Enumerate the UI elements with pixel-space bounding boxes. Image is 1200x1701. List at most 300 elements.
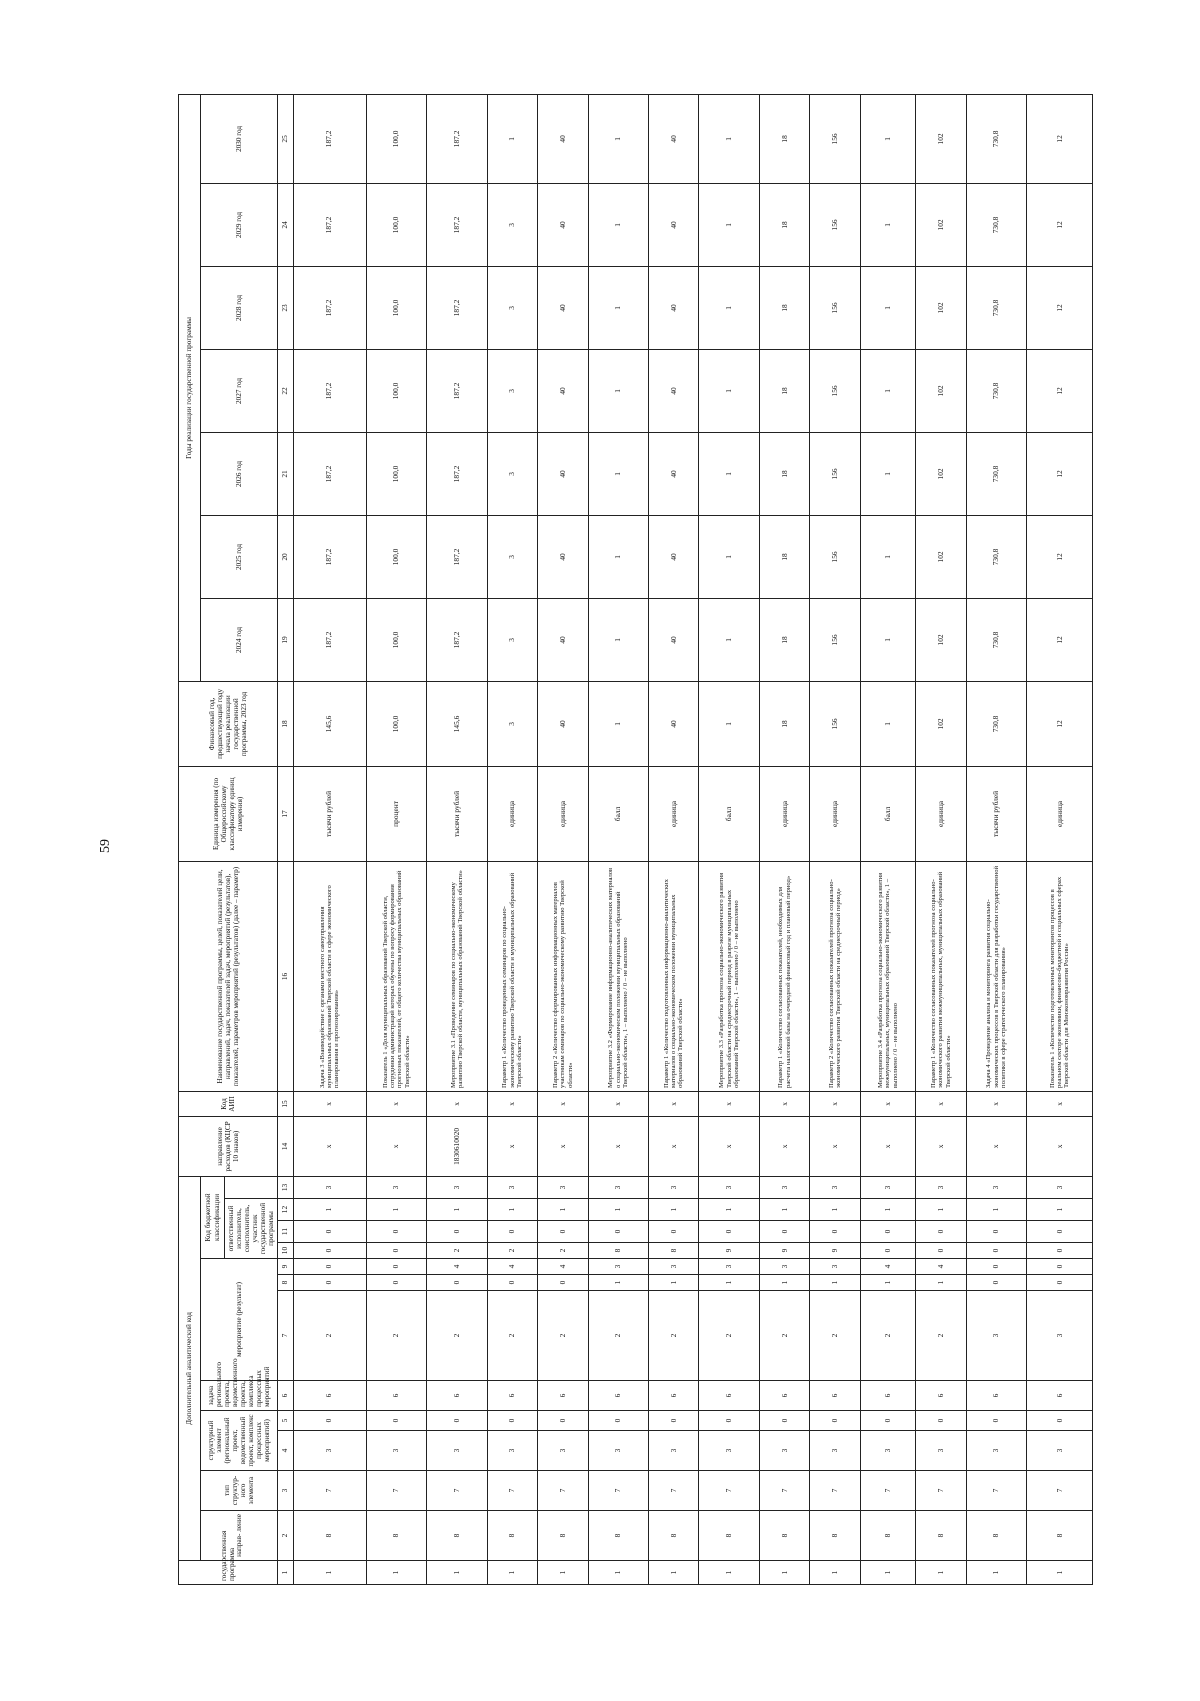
year-value-cell: 18 <box>760 349 810 432</box>
code-cell: 0 <box>588 1411 649 1431</box>
column-numbers-row <box>278 94 293 1584</box>
table-body <box>293 94 1093 1584</box>
table-row <box>966 94 1027 1584</box>
year-value-cell: 12 <box>1027 432 1093 515</box>
year-value-cell: 1 <box>699 266 760 349</box>
code-cell: 4 <box>487 1259 537 1275</box>
code-cell: 0 <box>487 1221 537 1243</box>
code-cell: 1 <box>810 1561 860 1585</box>
year-value-cell: 3 <box>487 266 537 349</box>
code-cell: 1 <box>966 1561 1027 1585</box>
year-value-cell: 1 <box>699 598 760 681</box>
code-cell: 3 <box>860 1176 915 1198</box>
year-value-cell: 156 <box>810 266 860 349</box>
unit-cell: балл <box>860 766 915 861</box>
column-number: 4 <box>278 1431 293 1471</box>
year-value-cell: 102 <box>916 349 966 432</box>
code-cell: 1 <box>1027 1561 1093 1585</box>
table-row <box>916 94 966 1584</box>
year-value-cell: 187,2 <box>427 349 488 432</box>
code-cell: x <box>760 1116 810 1176</box>
code-cell: x <box>487 1091 537 1116</box>
header-name: Наименование государственной программы, целей, показателей цели, направлений, задач, показателей задач, мероприятий (результатов), показателей, параметров мероприятий (результатов) (далее – параметр) <box>179 861 278 1091</box>
row-name-cell: Мероприятие 3.3 «Разработка прогноза социально-экономического развития Тверской области на среднесрочный период в разрезе муниципальных образований Тверской области», 1 – выполнено / 0 – не выполнено <box>699 861 760 1091</box>
code-cell: 7 <box>366 1471 427 1511</box>
code-cell: 0 <box>366 1221 427 1243</box>
code-cell: 7 <box>760 1471 810 1511</box>
code-cell: 0 <box>293 1221 366 1243</box>
code-cell: 8 <box>487 1511 537 1561</box>
base-year-value-cell: 145,6 <box>293 681 366 766</box>
code-cell: 8 <box>649 1243 699 1259</box>
code-cell: x <box>649 1116 699 1176</box>
code-cell: 1 <box>916 1275 966 1291</box>
row-name-cell: Параметр 1 «Количество проведенных семинаров по социально-экономическому развитию Тверской области и муниципальных образований Тверской области» <box>487 861 537 1091</box>
code-cell: 6 <box>760 1381 810 1411</box>
code-cell: 0 <box>966 1259 1027 1275</box>
year-value-cell: 40 <box>649 349 699 432</box>
code-cell: 0 <box>487 1275 537 1291</box>
year-value-cell: 187,2 <box>293 432 366 515</box>
column-number: 11 <box>278 1221 293 1243</box>
year-value-cell: 1 <box>588 349 649 432</box>
year-value-cell: 1 <box>699 349 760 432</box>
code-cell: 6 <box>366 1381 427 1411</box>
code-cell: 8 <box>916 1511 966 1561</box>
header-direction: направ- ление <box>201 1511 278 1561</box>
column-number: 20 <box>278 515 293 598</box>
table-row <box>760 94 810 1584</box>
code-cell: 0 <box>860 1243 915 1259</box>
year-value-cell: 40 <box>538 432 588 515</box>
code-cell: 6 <box>293 1381 366 1411</box>
year-value-cell: 18 <box>760 598 810 681</box>
code-cell: x <box>699 1116 760 1176</box>
year-value-cell: 3 <box>487 349 537 432</box>
code-cell: 8 <box>588 1511 649 1561</box>
code-cell: 3 <box>810 1431 860 1471</box>
unit-cell: единица <box>487 766 537 861</box>
row-name-cell: Задача 3 «Взаимодействие с органами местного самоуправления муниципальных образований Тверской области в сфере экономического планирования и прогнозирования» <box>293 861 366 1091</box>
code-cell: 3 <box>588 1176 649 1198</box>
code-cell: 4 <box>916 1259 966 1275</box>
code-cell: 1 <box>860 1199 915 1221</box>
year-value-cell: 40 <box>538 266 588 349</box>
code-cell: 0 <box>810 1411 860 1431</box>
year-value-cell: 1 <box>588 94 649 183</box>
code-cell: 1 <box>427 1561 488 1585</box>
code-cell: 3 <box>916 1176 966 1198</box>
code-cell: 0 <box>810 1221 860 1243</box>
code-cell: 2 <box>487 1243 537 1259</box>
code-cell: 3 <box>810 1176 860 1198</box>
year-value-cell: 18 <box>760 432 810 515</box>
unit-cell: единица <box>538 766 588 861</box>
code-cell: 3 <box>293 1176 366 1198</box>
year-value-cell: 187,2 <box>427 598 488 681</box>
code-cell: 1 <box>860 1275 915 1291</box>
code-cell: 3 <box>810 1259 860 1275</box>
code-cell: 3 <box>760 1176 810 1198</box>
year-value-cell: 40 <box>649 94 699 183</box>
code-cell: x <box>1027 1091 1093 1116</box>
year-value-cell: 40 <box>649 432 699 515</box>
code-cell: 1830610020 <box>427 1116 488 1176</box>
year-value-cell: 730,8 <box>966 432 1027 515</box>
code-cell: 2 <box>427 1243 488 1259</box>
code-cell: 6 <box>810 1381 860 1411</box>
year-value-cell: 40 <box>649 515 699 598</box>
year-value-cell: 40 <box>649 598 699 681</box>
table-row <box>588 94 649 1584</box>
column-number: 1 <box>278 1561 293 1585</box>
base-year-value-cell: 40 <box>538 681 588 766</box>
year-value-cell: 100,0 <box>366 266 427 349</box>
unit-cell: тысячи рублей <box>293 766 366 861</box>
code-cell: 1 <box>699 1561 760 1585</box>
year-value-cell: 3 <box>487 183 537 266</box>
year-value-cell: 100,0 <box>366 515 427 598</box>
code-cell: 3 <box>1027 1291 1093 1381</box>
year-value-cell: 187,2 <box>427 432 488 515</box>
code-cell: 2 <box>649 1291 699 1381</box>
table-row <box>1027 94 1093 1584</box>
header-year-2030: 2030 год <box>201 94 278 183</box>
year-value-cell: 102 <box>916 266 966 349</box>
code-cell: 1 <box>366 1561 427 1585</box>
code-cell: 0 <box>966 1221 1027 1243</box>
column-number: 16 <box>278 861 293 1091</box>
code-cell: 0 <box>293 1411 366 1431</box>
column-number: 24 <box>278 183 293 266</box>
code-cell: 3 <box>699 1259 760 1275</box>
code-cell: 8 <box>860 1511 915 1561</box>
code-cell: 0 <box>1027 1221 1093 1243</box>
code-cell: 8 <box>810 1511 860 1561</box>
row-name-cell: Задача 4 «Проведение анализа и мониторинга развития социально-экономических процессов в Тверской области для разработки государственной политики в сфере стратегического планирования» <box>966 861 1027 1091</box>
year-value-cell: 187,2 <box>293 266 366 349</box>
code-cell: 8 <box>293 1511 366 1561</box>
code-cell: 2 <box>427 1291 488 1381</box>
base-year-value-cell: 156 <box>810 681 860 766</box>
code-cell: 3 <box>1027 1431 1093 1471</box>
code-cell: 6 <box>1027 1381 1093 1411</box>
code-cell: 3 <box>366 1431 427 1471</box>
code-cell: 6 <box>860 1381 915 1411</box>
code-cell: 3 <box>966 1431 1027 1471</box>
column-number: 8 <box>278 1275 293 1291</box>
unit-cell: процент <box>366 766 427 861</box>
code-cell: 1 <box>588 1561 649 1585</box>
year-value-cell: 1 <box>699 94 760 183</box>
header-state-program: государственная программа <box>179 1561 278 1585</box>
code-cell: 3 <box>916 1431 966 1471</box>
code-cell: 3 <box>649 1431 699 1471</box>
code-cell: 0 <box>649 1411 699 1431</box>
code-cell: 0 <box>1027 1411 1093 1431</box>
year-value-cell: 18 <box>760 94 810 183</box>
base-year-value-cell: 1 <box>699 681 760 766</box>
year-value-cell: 12 <box>1027 183 1093 266</box>
year-value-cell: 156 <box>810 94 860 183</box>
column-number: 19 <box>278 598 293 681</box>
code-cell: 1 <box>760 1199 810 1221</box>
code-cell: 0 <box>366 1243 427 1259</box>
code-cell: 0 <box>366 1275 427 1291</box>
table-row <box>810 94 860 1584</box>
code-cell: 2 <box>699 1291 760 1381</box>
table-row <box>366 94 427 1584</box>
header-year-2029: 2029 год <box>201 183 278 266</box>
year-value-cell: 40 <box>538 598 588 681</box>
base-year-value-cell: 1 <box>588 681 649 766</box>
code-cell: 3 <box>649 1259 699 1275</box>
year-value-cell: 187,2 <box>293 94 366 183</box>
year-value-cell: 100,0 <box>366 349 427 432</box>
base-year-value-cell: 102 <box>916 681 966 766</box>
year-value-cell: 187,2 <box>427 183 488 266</box>
year-value-cell: 40 <box>538 349 588 432</box>
unit-cell: единица <box>1027 766 1093 861</box>
code-cell: 8 <box>538 1511 588 1561</box>
header-year-2024: 2024 год <box>201 598 278 681</box>
code-cell: 1 <box>649 1561 699 1585</box>
year-value-cell: 40 <box>538 183 588 266</box>
header-unit: Единица измерения (по Общероссийскому классификатору единиц измерения) <box>179 766 278 861</box>
code-cell: 1 <box>293 1561 366 1585</box>
code-cell: 0 <box>966 1411 1027 1431</box>
code-cell: 3 <box>649 1176 699 1198</box>
code-cell: 4 <box>538 1259 588 1275</box>
year-value-cell: 187,2 <box>293 183 366 266</box>
year-value-cell: 102 <box>916 598 966 681</box>
rotated-page <box>178 115 1093 1585</box>
column-number: 9 <box>278 1259 293 1275</box>
code-cell: 0 <box>427 1275 488 1291</box>
code-cell: 0 <box>366 1411 427 1431</box>
base-year-value-cell: 3 <box>487 681 537 766</box>
column-number: 6 <box>278 1381 293 1411</box>
header-task: задача регионального проекта, ведомственного проекта, комплекса процессных мероприятий <box>201 1381 278 1411</box>
code-cell: 1 <box>916 1561 966 1585</box>
year-value-cell: 187,2 <box>293 515 366 598</box>
year-value-cell: 156 <box>810 349 860 432</box>
code-cell: 9 <box>699 1243 760 1259</box>
code-cell: 4 <box>427 1259 488 1275</box>
code-cell: 1 <box>760 1561 810 1585</box>
code-cell: 6 <box>699 1381 760 1411</box>
column-number: 7 <box>278 1291 293 1381</box>
base-year-value-cell: 12 <box>1027 681 1093 766</box>
code-cell: 0 <box>860 1411 915 1431</box>
code-cell: x <box>916 1116 966 1176</box>
code-cell: 7 <box>293 1471 366 1511</box>
code-cell: 7 <box>966 1471 1027 1511</box>
code-cell: x <box>699 1091 760 1116</box>
code-cell: 0 <box>916 1243 966 1259</box>
code-cell: 3 <box>487 1431 537 1471</box>
year-value-cell: 187,2 <box>427 266 488 349</box>
year-value-cell: 3 <box>487 515 537 598</box>
code-cell: 0 <box>860 1221 915 1243</box>
year-value-cell: 3 <box>487 598 537 681</box>
code-cell: 1 <box>293 1199 366 1221</box>
code-cell: 0 <box>966 1275 1027 1291</box>
code-cell: 0 <box>649 1221 699 1243</box>
code-cell: x <box>760 1091 810 1116</box>
column-number: 10 <box>278 1243 293 1259</box>
code-cell: 3 <box>760 1259 810 1275</box>
base-year-value-cell: 18 <box>760 681 810 766</box>
year-value-cell: 12 <box>1027 515 1093 598</box>
code-cell: 1 <box>649 1275 699 1291</box>
year-value-cell: 1 <box>860 94 915 183</box>
code-cell: x <box>966 1116 1027 1176</box>
code-cell: 3 <box>538 1431 588 1471</box>
code-cell: 0 <box>538 1275 588 1291</box>
row-name-cell: Показатель 1 «Доля муниципальных образований Тверской области, сотрудники администраций которых обучены по вопросу формирования прогнозных показателей, от общего количества муниципальных образований Тверской области» <box>366 861 427 1091</box>
row-name-cell: Параметр 1 «Количество подготовленных информационно-аналитических материалов о социально-экономическом положении муниципальных образований Тверской области» <box>649 861 699 1091</box>
code-cell: 3 <box>366 1176 427 1198</box>
code-cell: 1 <box>810 1199 860 1221</box>
code-cell: 2 <box>810 1291 860 1381</box>
year-value-cell: 1 <box>588 598 649 681</box>
code-cell: 6 <box>916 1381 966 1411</box>
year-value-cell: 730,8 <box>966 515 1027 598</box>
code-cell: 1 <box>588 1199 649 1221</box>
year-value-cell: 1 <box>699 515 760 598</box>
year-value-cell: 102 <box>916 94 966 183</box>
code-cell: 3 <box>427 1176 488 1198</box>
code-cell: x <box>366 1091 427 1116</box>
code-cell: 9 <box>760 1243 810 1259</box>
code-cell: 7 <box>810 1471 860 1511</box>
code-cell: 1 <box>860 1561 915 1585</box>
header-budget-code: Код бюджетной классификации <box>201 1176 225 1258</box>
code-cell: 1 <box>916 1199 966 1221</box>
table-row <box>487 94 537 1584</box>
code-cell: x <box>966 1091 1027 1116</box>
year-value-cell: 100,0 <box>366 598 427 681</box>
year-value-cell: 100,0 <box>366 183 427 266</box>
year-value-cell: 12 <box>1027 598 1093 681</box>
year-value-cell: 12 <box>1027 94 1093 183</box>
header-structural-element: структурный элемент (региональный проект, ведомственный проект, комплекс процессных мероприятий) <box>201 1411 278 1471</box>
code-cell: x <box>1027 1116 1093 1176</box>
column-number: 15 <box>278 1091 293 1116</box>
code-cell: x <box>293 1116 366 1176</box>
year-value-cell: 1 <box>699 432 760 515</box>
code-cell: 3 <box>699 1431 760 1471</box>
header-analytic-code: Дополнительный аналитический код <box>179 1176 201 1560</box>
code-cell: 3 <box>1027 1176 1093 1198</box>
code-cell: 3 <box>760 1431 810 1471</box>
header-aip-code: Код АИП <box>179 1091 278 1116</box>
code-cell: 4 <box>860 1259 915 1275</box>
header-measure: мероприятие (результат) <box>201 1259 278 1381</box>
code-cell: 3 <box>966 1176 1027 1198</box>
row-name-cell: Параметр 2 «Количество согласованных показателей прогноза социально-экономического развития Тверской области на среднесрочный период» <box>810 861 860 1091</box>
year-value-cell: 1 <box>860 515 915 598</box>
year-value-cell: 102 <box>916 432 966 515</box>
header-executor: ответственный исполнитель, соисполнитель, участник государственной программы <box>225 1199 278 1259</box>
base-year-value-cell: 100,0 <box>366 681 427 766</box>
code-cell: 0 <box>699 1221 760 1243</box>
code-cell: 0 <box>1027 1243 1093 1259</box>
year-value-cell: 1 <box>860 183 915 266</box>
year-value-cell: 187,2 <box>293 349 366 432</box>
code-cell: 0 <box>366 1259 427 1275</box>
unit-cell: тысячи рублей <box>427 766 488 861</box>
code-cell: 6 <box>487 1381 537 1411</box>
page-number: 59 <box>98 839 113 853</box>
year-value-cell: 40 <box>649 266 699 349</box>
base-year-value-cell: 1 <box>860 681 915 766</box>
code-cell: 0 <box>916 1411 966 1431</box>
year-value-cell: 1 <box>860 598 915 681</box>
year-value-cell: 730,8 <box>966 266 1027 349</box>
code-cell: x <box>649 1091 699 1116</box>
code-cell: 1 <box>487 1199 537 1221</box>
year-value-cell: 730,8 <box>966 183 1027 266</box>
code-cell: 7 <box>699 1471 760 1511</box>
header-financial-year: Финансовый год, предшествующий году начала реализации государственной программы, 2023 год <box>179 681 278 766</box>
code-cell: 8 <box>588 1243 649 1259</box>
code-cell: 0 <box>588 1221 649 1243</box>
code-cell: 8 <box>649 1511 699 1561</box>
code-cell: 6 <box>427 1381 488 1411</box>
code-cell: 7 <box>538 1471 588 1511</box>
code-cell: 0 <box>538 1221 588 1243</box>
year-value-cell: 100,0 <box>366 432 427 515</box>
row-name-cell: Параметр 1 «Количество согласованных показателей, необходимых для расчета налоговой базы на очередной финансовый год и плановый период» <box>760 861 810 1091</box>
code-cell: x <box>588 1116 649 1176</box>
document-frame <box>178 115 1093 1585</box>
table-row <box>538 94 588 1584</box>
year-value-cell: 187,2 <box>293 598 366 681</box>
year-value-cell: 730,8 <box>966 94 1027 183</box>
code-cell: 2 <box>860 1291 915 1381</box>
code-cell: 1 <box>966 1199 1027 1221</box>
program-table <box>178 94 1093 1585</box>
year-value-cell: 100,0 <box>366 94 427 183</box>
code-cell: 1 <box>760 1275 810 1291</box>
table-row <box>649 94 699 1584</box>
code-cell: 2 <box>538 1291 588 1381</box>
code-cell: 1 <box>487 1561 537 1585</box>
code-cell: 0 <box>293 1259 366 1275</box>
table-row <box>860 94 915 1584</box>
code-cell: 8 <box>699 1511 760 1561</box>
year-value-cell: 1 <box>699 183 760 266</box>
code-cell: 0 <box>916 1221 966 1243</box>
code-cell: 3 <box>293 1431 366 1471</box>
unit-cell: единица <box>760 766 810 861</box>
column-number: 2 <box>278 1511 293 1561</box>
code-cell: 3 <box>588 1259 649 1275</box>
code-cell: 7 <box>860 1471 915 1511</box>
year-value-cell: 18 <box>760 183 810 266</box>
column-number: 5 <box>278 1411 293 1431</box>
column-number: 22 <box>278 349 293 432</box>
code-cell: 6 <box>538 1381 588 1411</box>
header-expense-direction: направление расходов (КЦСР 10 знаков) <box>179 1116 278 1176</box>
unit-cell: тысячи рублей <box>966 766 1027 861</box>
code-cell: 0 <box>427 1411 488 1431</box>
code-cell: 1 <box>1027 1199 1093 1221</box>
code-cell: x <box>916 1091 966 1116</box>
code-cell: x <box>538 1091 588 1116</box>
